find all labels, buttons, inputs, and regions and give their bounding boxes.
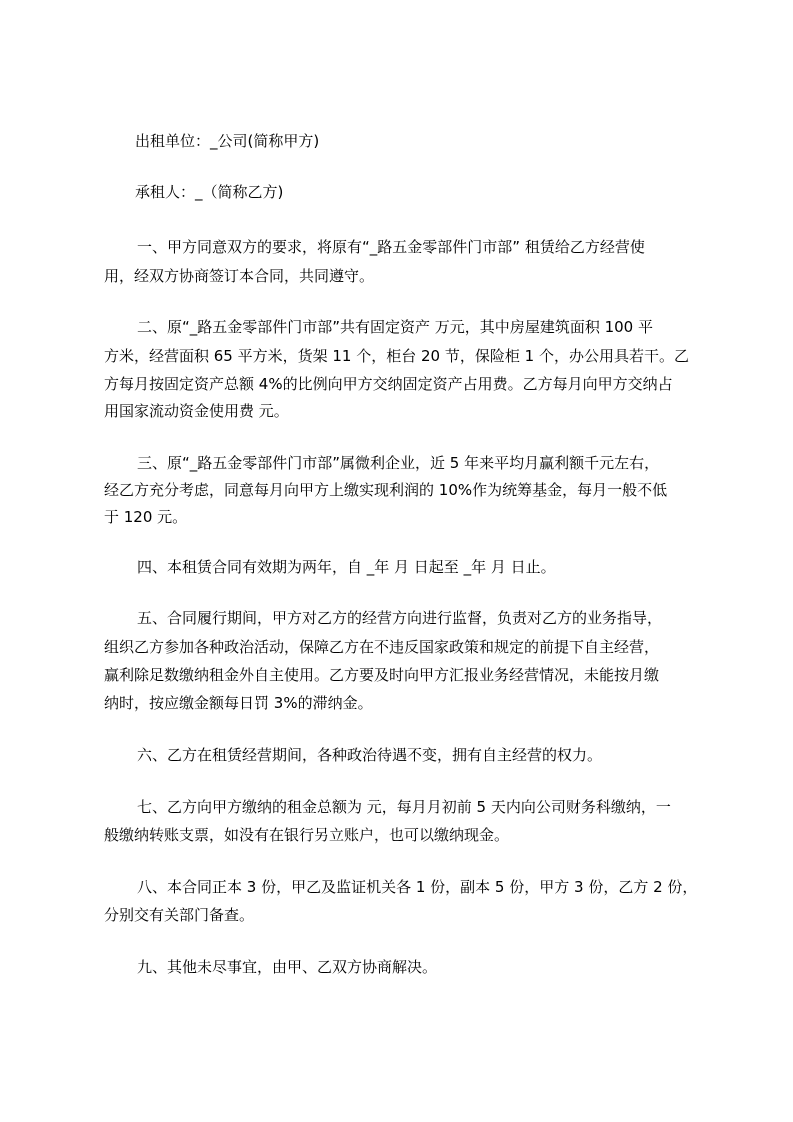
- clause-7-line-1: 七、乙方向甲方缴纳的租金总额为 元，每月月初前 5 天内向公司财务科缴纳，一: [137, 798, 671, 816]
- clause-9-line-1: 九、其他未尽事宜，由甲、乙双方协商解决。: [137, 958, 438, 976]
- clause-2-line-1: 二、原“_路五金零部件门市部”共有固定资产 万元，其中房屋建筑面积 100 平: [137, 318, 653, 336]
- clause-1-line-2: 用，经双方协商签订本合同，共同遵守。: [104, 267, 375, 285]
- clause-8-line-2: 分别交有关部门备查。: [104, 906, 255, 924]
- clause-2-line-4: 用国家流动资金使用费 元。: [104, 402, 289, 420]
- clause-3-line-1: 三、原“_路五金零部件门市部”属微利企业，近 5 年来平均月赢利额千元左右，: [137, 454, 660, 472]
- clause-1-line-1: 一、甲方同意双方的要求，将原有“_路五金零部件门市部” 租赁给乙方经营使: [137, 238, 645, 256]
- clause-2-line-2: 方米，经营面积 65 平方米，货架 11 个，柜台 20 节，保险柜 1 个，办公用具若干。乙: [104, 347, 689, 365]
- clause-5-line-3: 赢利除足数缴纳租金外自主使用。乙方要及时向甲方汇报业务经营情况，未能按月缴: [104, 666, 660, 684]
- clause-6-line-1: 六、乙方在租赁经营期间，各种政治待遇不变，拥有自主经营的权力。: [137, 746, 603, 764]
- clause-3-line-3: 于 120 元。: [104, 508, 188, 526]
- clause-7-line-2: 般缴纳转账支票，如没有在银行另立账户，也可以缴纳现金。: [104, 826, 510, 844]
- lessor-line: 出租单位：_公司(简称甲方): [135, 132, 320, 150]
- clause-3-line-2: 经乙方充分考虑，同意每月向甲方上缴实现利润的 10%作为统筹基金，每月一般不低: [104, 481, 668, 499]
- clause-2-line-3: 方每月按固定资产总额 4%的比例向甲方交纳固定资产占用费。乙方每月向甲方交纳占: [104, 375, 673, 393]
- clause-4-line-1: 四、本租赁合同有效期为两年，自 _年 月 日起至 _年 月 日止。: [137, 558, 556, 576]
- clause-5-line-2: 组织乙方参加各种政治活动，保障乙方在不违反国家政策和规定的前提下自主经营，: [104, 638, 660, 656]
- clause-8-line-1: 八、本合同正本 3 份，甲乙及监证机关各 1 份，副本 5 份，甲方 3 份，乙方 2 份，: [137, 878, 698, 896]
- clause-5-line-1: 五、合同履行期间，甲方对乙方的经营方向进行监督，负责对乙方的业务指导，: [137, 609, 663, 627]
- lessee-line: 承租人：_（简称乙方): [135, 183, 284, 201]
- clause-5-line-4: 纳时，按应缴金额每日罚 3%的滞纳金。: [104, 694, 373, 712]
